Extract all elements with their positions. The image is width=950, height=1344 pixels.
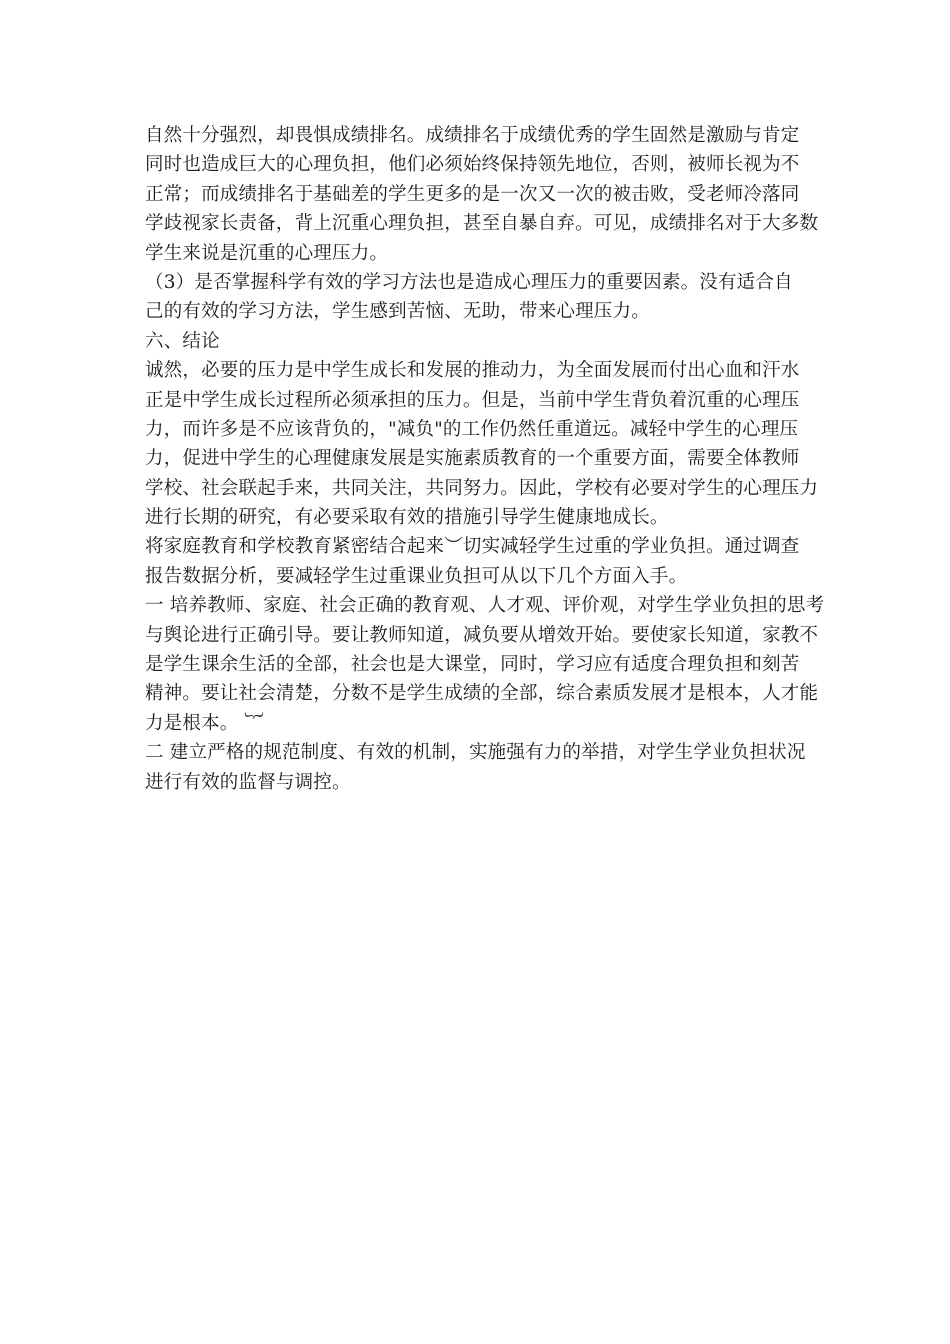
text-line: 与舆论进行正确引导。要让教师知道，减负要从增效开始。要使家长知道，家教不 <box>145 624 819 646</box>
text-line: 将家庭教育和学校教育紧密结合起来︶切实减轻学生过重的学业负担。通过调查 <box>145 536 800 558</box>
text-line: 正是中学生成长过程所必须承担的压力。但是，当前中学生背负着沉重的心理压 <box>145 389 800 411</box>
text-line: 报告数据分析，要减轻学生过重课业负担可从以下几个方面入手。 <box>145 565 688 587</box>
text-line: 一 培养教师、家庭、社会正确的教育观、人才观、评价观，对学生学业负担的思考 <box>145 595 825 617</box>
text-line: 进行长期的研究，有必要采取有效的措施引导学生健康地成长。 <box>145 507 669 529</box>
text-line: 力是根本。 ︸ <box>145 712 264 734</box>
text-line: 自然十分强烈，却畏惧成绩排名。成绩排名于成绩优秀的学生固然是激励与肯定 <box>145 125 800 146</box>
text-line: 同时也造成巨大的心理负担，他们必须始终保持领先地位，否则，被师长视为不 <box>145 154 800 176</box>
text-line: 力，促进中学生的心理健康发展是实施素质教育的一个重要方面，需要全体教师 <box>145 448 800 470</box>
text-line: 正常；而成绩排名于基础差的学生更多的是一次又一次的被击败，受老师冷落同 <box>145 183 800 205</box>
text-line: 二 建立严格的规范制度、有效的机制，实施强有力的举措，对学生学业负担状况 <box>145 742 806 764</box>
text-line: （3）是否掌握科学有效的学习方法也是造成心理压力的重要因素。没有适合自 <box>145 271 793 293</box>
text-line: 力，而许多是不应该背负的，"减负"的工作仍然任重道远。减轻中学生的心理压 <box>145 418 799 440</box>
text-line: 是学生课余生活的全部，社会也是大课堂，同时，学习应有适度合理负担和刻苦 <box>145 654 800 676</box>
document-body <box>145 121 825 797</box>
text-line: 精神。要让社会清楚，分数不是学生成绩的全部，综合素质发展才是根本，人才能 <box>145 683 819 705</box>
section-heading: 六、结论 <box>145 330 220 352</box>
text-line: 学生来说是沉重的心理压力。 <box>145 242 389 264</box>
text-line: 己的有效的学习方法，学生感到苦恼、无助，带来心理压力。 <box>145 301 650 323</box>
text-line: 进行有效的监督与调控。 <box>145 771 351 793</box>
text-line: 学校、社会联起手来，共同关注，共同努力。因此，学校有必要对学生的心理压力 <box>145 477 819 499</box>
text-line: 学歧视家长责备，背上沉重心理负担，甚至自暴自弃。可见，成绩排名对于大多数 <box>145 213 819 235</box>
text-line: 诚然，必要的压力是中学生成长和发展的推动力，为全面发展而付出心血和汗水 <box>145 360 800 382</box>
